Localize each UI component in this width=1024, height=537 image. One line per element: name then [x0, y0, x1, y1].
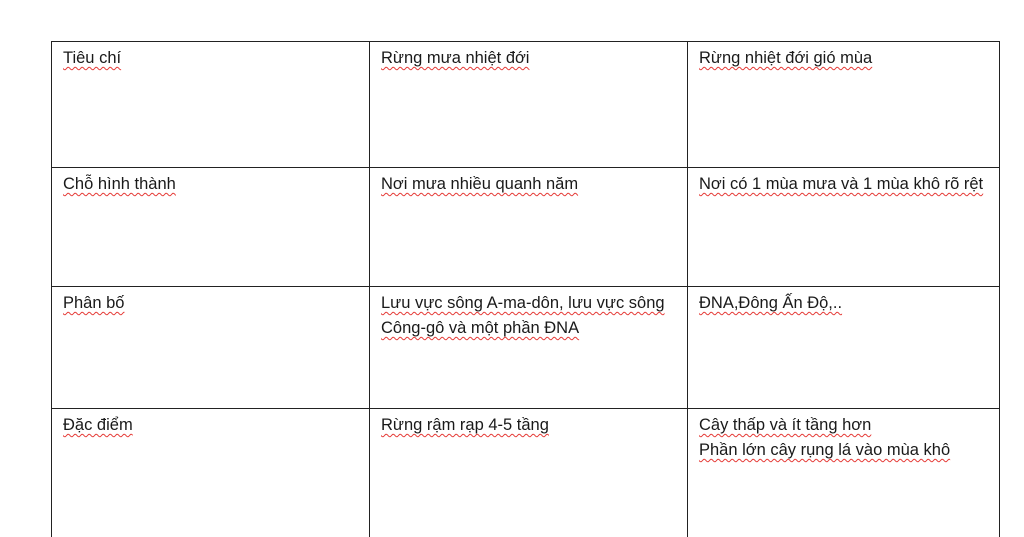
cell-text: ĐNA,Đông Ấn Độ,.. [699, 294, 843, 312]
table-cell[interactable] [52, 168, 370, 287]
comparison-table [51, 41, 1000, 537]
table-cell[interactable] [370, 42, 688, 168]
table-cell[interactable] [52, 287, 370, 409]
cell-text: Đặc điểm [63, 416, 133, 434]
table-cell[interactable] [52, 409, 370, 537]
cell-text: Rừng nhiệt đới gió mùa [699, 49, 873, 67]
table-cell[interactable] [370, 287, 688, 409]
table-cell[interactable] [688, 287, 1000, 409]
table-cell[interactable] [370, 409, 688, 537]
cell-text: Rừng rậm rạp 4-5 tầng [381, 416, 549, 434]
cell-text: Cây thấp và ít tầng hơn [699, 416, 872, 434]
table-cell[interactable] [688, 42, 1000, 168]
cell-text: Nơi mưa nhiều quanh năm [381, 175, 579, 193]
table-cell[interactable] [688, 168, 1000, 287]
cell-text: Nơi có 1 mùa mưa và 1 mùa khô rõ rệt [699, 175, 984, 193]
cell-text: Tiêu chí [63, 49, 122, 67]
table-cell[interactable] [370, 168, 688, 287]
cell-text: Lưu vực sông A-ma-dôn, lưu vực sông Công-gô và một phần ĐNA [381, 294, 665, 337]
table-cell[interactable] [688, 409, 1000, 537]
cell-text: Phân bố [63, 294, 125, 312]
table-row [52, 409, 1000, 537]
cell-text: Chỗ hình thành [63, 175, 176, 193]
cell-text: Phần lớn cây rụng lá vào mùa khô [699, 441, 951, 459]
table-row [52, 287, 1000, 409]
cell-text: Rừng mưa nhiệt đới [381, 49, 530, 67]
table-row-header [52, 42, 1000, 168]
table-row [52, 168, 1000, 287]
table-cell[interactable] [52, 42, 370, 168]
